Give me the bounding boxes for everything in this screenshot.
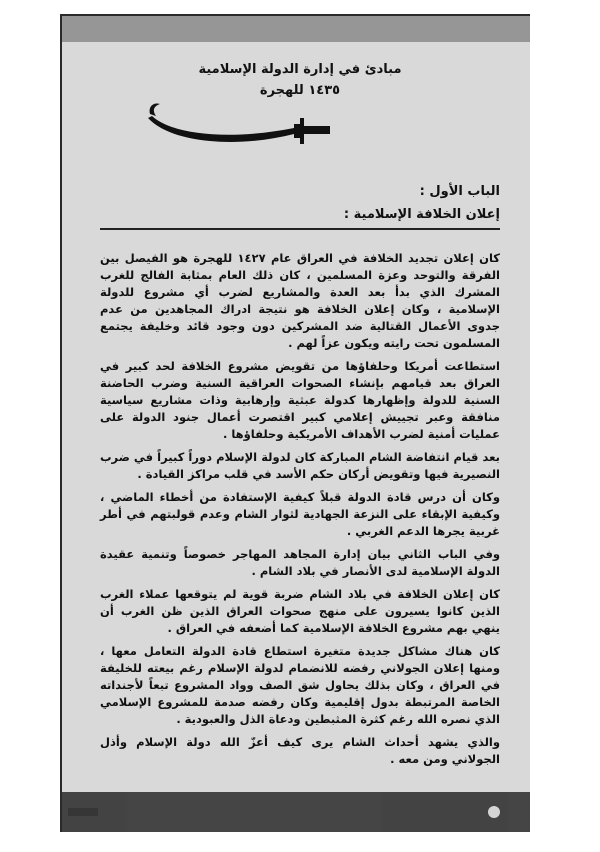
header-year: ١٤٣٥ للهجرة (259, 83, 341, 98)
section-divider (100, 228, 500, 230)
paragraph: كان إعلان الخلافة في بلاد الشام ضربة قوية لم يتوقعها عملاء الغرب الذين كانوا يسيرون على منهج صحوات العراق الذين ظن الغرب أن ينهي بهم مشروع الخلافة الإسلامية كما أضعفه في العراق . (100, 587, 500, 635)
scan-artifact (488, 806, 500, 818)
paragraph: بعد قيام انتفاضة الشام المباركة كان لدولة الإسلام دوراً كبيراً في ضرب النصيرية فيها وتقويض أركان حكم الأسد في قلب مراكز القيادة . (100, 450, 500, 481)
paragraph: والذي يشهد أحداث الشام يرى كيف أعزّ الله دولة الإسلام وأذل الجولاني ومن معه . (100, 735, 500, 766)
document-header (100, 62, 500, 98)
scan-shadow-top (62, 16, 530, 42)
section-title: إعلان الخلافة الإسلامية : (343, 207, 500, 222)
paragraph: كان إعلان تجديد الخلافة في العراق عام ١٤٢٧ للهجرة هو الفيصل بين الفرقة والتوحد وعزة المسلمين ، كان ذلك العام بمثابة الفالج للغرب المشرك الذي بدأ بعد العدة والمشاريع لضرب أي مشروع للدولة الإسلامية ، وكان إعلان الخلافة هو نتيجة ادراك المجاهدين من عدم جدوى الأعمال القتالية ضد المشركين دون وجود قائد وخليفة يجتمع المسلمون تحت رايته ويكون عزاً لهم . (100, 251, 500, 350)
paragraph: وفي الباب الثاني بيان إدارة المجاهد المهاجر خصوصاً وتنمية عقيدة الدولة الإسلامية لدى الأنصار في بلاد الشام . (100, 547, 500, 578)
header-title: مبادئ في إدارة الدولة الإسلامية (198, 62, 402, 77)
page-marker (68, 808, 98, 816)
scan-shadow-bottom (62, 792, 530, 832)
document-content (100, 46, 500, 774)
paragraph: وكان أن درس قادة الدولة قبلاً كيفية الإستفادة من أخطاء الماضي ، وكيفية الإبقاء على النزعة الجهادية لثوار الشام وعدم قولبتهم في أطر غربية يجرها الدعم الغربي . (100, 490, 500, 538)
paragraph: استطاعت أمريكا وحلفاؤها من تقويض مشروع الخلافة لحد كبير في العراق بعد قيامهم بإنشاء الصحوات العراقية السنية وضرب الحاضنة السنية للدولة وإظهارها كدولة عبثية وإرهابية وذات مشاريع سياسية منافقة وعبر تجييش إعلامي كبير اقتصرت أعمال جنود الدولة على عمليات أمنية لضرب الأهداف الأمريكية وحلفاؤها . (100, 359, 500, 441)
paragraph: كان هناك مشاكل جديدة متغيرة استطاع قادة الدولة التعامل معها ، ومنها إعلان الجولاني رفضه للانضمام لدولة الإسلام رغم بيعته للخليفة في العراق ، وكان بذلك يحاول شق الصف وواد المشروع تبعاً لأجنداته الخاصة المرتبطة بدول إقليمية وكان رفضه صدمة للمشروع الإسلامي الذي نصره الله رغم كثرة المثبطين ودعاة الذل والعبودية . (100, 644, 500, 726)
part-title: الباب الأول : (419, 184, 500, 199)
document-page (60, 14, 530, 832)
